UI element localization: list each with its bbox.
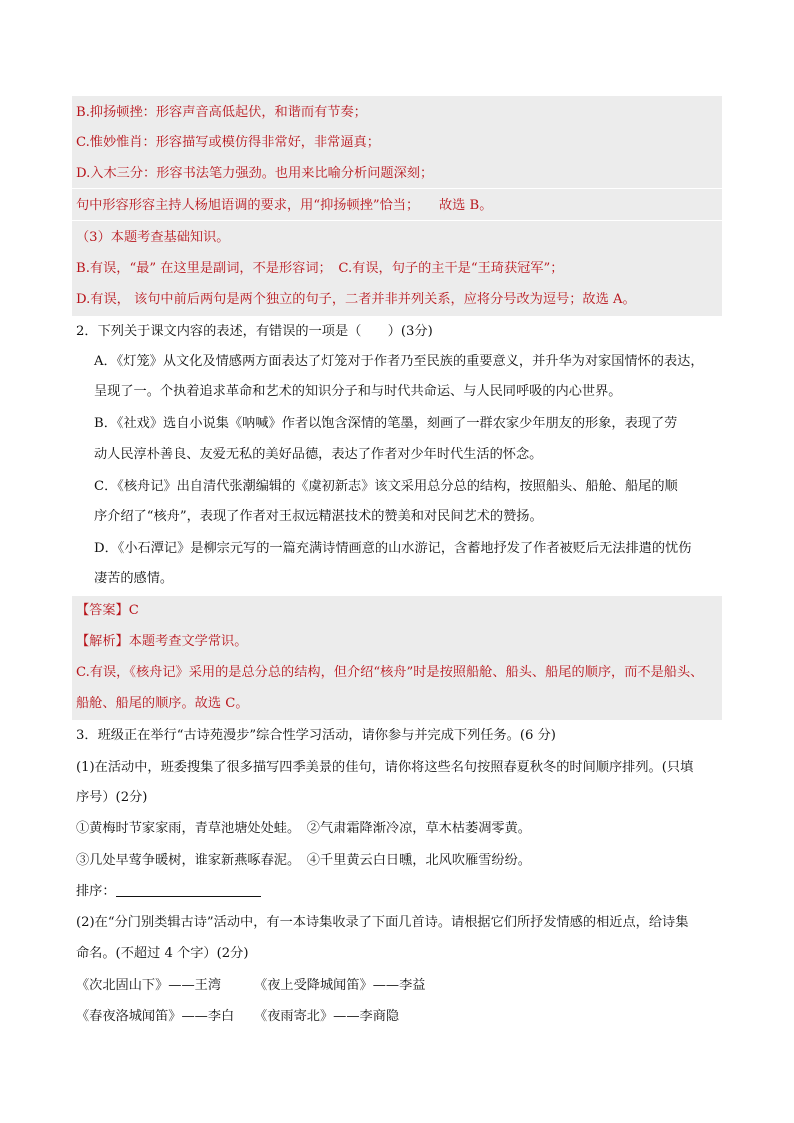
question-3-sub1: (1)在活动中，班委搜集了很多描写四季美景的佳句，请你将这些名句按照春夏秋冬的时间顺序排列。(只填 — [76, 760, 694, 775]
question-2-option: D．《小石潭记》是柳宗元写的一篇充满诗情画意的山水游记，含蓄地抒发了作者被贬后无法排遣的忧伤 — [94, 541, 692, 556]
question-2-option: C．《核舟记》出自清代张潮编辑的《虞初新志》该文采用总分总的结构，按照船头、船舱、船尾的顺 — [94, 479, 678, 494]
answer-line: C.有误，《核舟记》采用的是总分总的结构，但介绍“核舟”时是按照船舱、船头、船尾的顺序，而不是船头、 — [76, 665, 704, 680]
verse-line: ③几处早莺争暖树，谁家新燕啄春泥。 ④千里黄云白日曛，北风吹雁雪纷纷。 — [76, 853, 531, 868]
question-3-stem: 3．班级正在举行“古诗苑漫步”综合性学习活动，请你参与并完成下列任务。(6 分) — [76, 728, 556, 743]
question-2-option: 序介绍了“核舟”，表现了作者对王叔远精湛技术的赞美和对民间艺术的赞扬。 — [94, 509, 543, 524]
answer-line: 句中形容形容主持人杨旭语调的要求，用“抑扬顿挫”恰当； 故选 B。 — [76, 198, 493, 213]
question-3-sub1: 序号）(2分) — [76, 790, 148, 805]
answer-value: C — [128, 603, 139, 618]
question-2-stem: 2．下列关于课文内容的表述，有错误的一项是（ ）(3分) — [76, 324, 433, 339]
question-2-option: 凄苦的感情。 — [94, 571, 174, 586]
answer-line: （3）本题考查基础知识。 — [76, 230, 230, 245]
divider — [72, 188, 722, 189]
question-3-sub2: 命名。(不超过 4 个字）(2分) — [76, 946, 249, 961]
answer-line: C.惟妙惟肖：形容描写或模仿得非常好，非常逼真； — [76, 135, 380, 150]
analysis-tag: 【解析】 — [76, 634, 129, 649]
answer-line: B.有误，“最” 在这里是副词，不是形容词； C.有误，句子的主干是“王琦获冠军”； — [76, 261, 564, 276]
verse-line: ①黄梅时节家家雨，青草池塘处处蛙。 ②气肃霜降渐冷凉，草木枯萎凋零黄。 — [76, 821, 531, 836]
order-label: 排序： — [76, 884, 116, 899]
divider — [72, 220, 722, 221]
answer-line: D.有误， 该句中前后两句是两个独立的句子，二者并非并列关系，应将分号改为逗号；故选 A。 — [76, 292, 636, 307]
poem-line: 《春夜洛城闻笛》——李白 《夜雨寄北》——李商隐 — [76, 1009, 400, 1024]
order-answer-blank[interactable] — [116, 882, 261, 897]
question-2-option: B．《社戏》选自小说集《呐喊》作者以饱含深情的笔墨，刻画了一群农家少年朋友的形象，表现了劳 — [94, 416, 678, 431]
answer-line — [76, 601, 139, 621]
order-answer-line — [76, 882, 261, 902]
answer-tag: 【答案】 — [76, 603, 129, 618]
answer-line: 船舱、船尾的顺序。故选 C。 — [76, 696, 249, 711]
analysis-text: 本题考查文学常识。 — [128, 634, 248, 649]
question-2-option: 动人民淳朴善良、友爱无私的美好品德，表达了作者对少年时代生活的怀念。 — [94, 447, 543, 462]
analysis-line — [76, 632, 247, 652]
answer-line: D.入木三分：形容书法笔力强劲。也用来比喻分析问题深刻； — [76, 166, 434, 181]
answer-line: B.抑扬顿挫：形容声音高低起伏，和谐而有节奏； — [76, 105, 367, 120]
question-3-sub2: (2)在“分门别类辑古诗”活动中，有一本诗集收录了下面几首诗。请根据它们所抒发情感的相近点，给诗集 — [76, 915, 689, 930]
question-2-option: A．《灯笼》从文化及情感两方面表达了灯笼对于作者乃至民族的重要意义，并升华为对家国情怀的表达， — [94, 354, 704, 369]
poem-line: 《次北固山下》——王湾 《夜上受降城闻笛》——李益 — [76, 978, 426, 993]
question-2-option: 呈现了一。个执着追求革命和艺术的知识分子和与时代共命运、与人民同呼吸的内心世界。 — [94, 384, 622, 399]
